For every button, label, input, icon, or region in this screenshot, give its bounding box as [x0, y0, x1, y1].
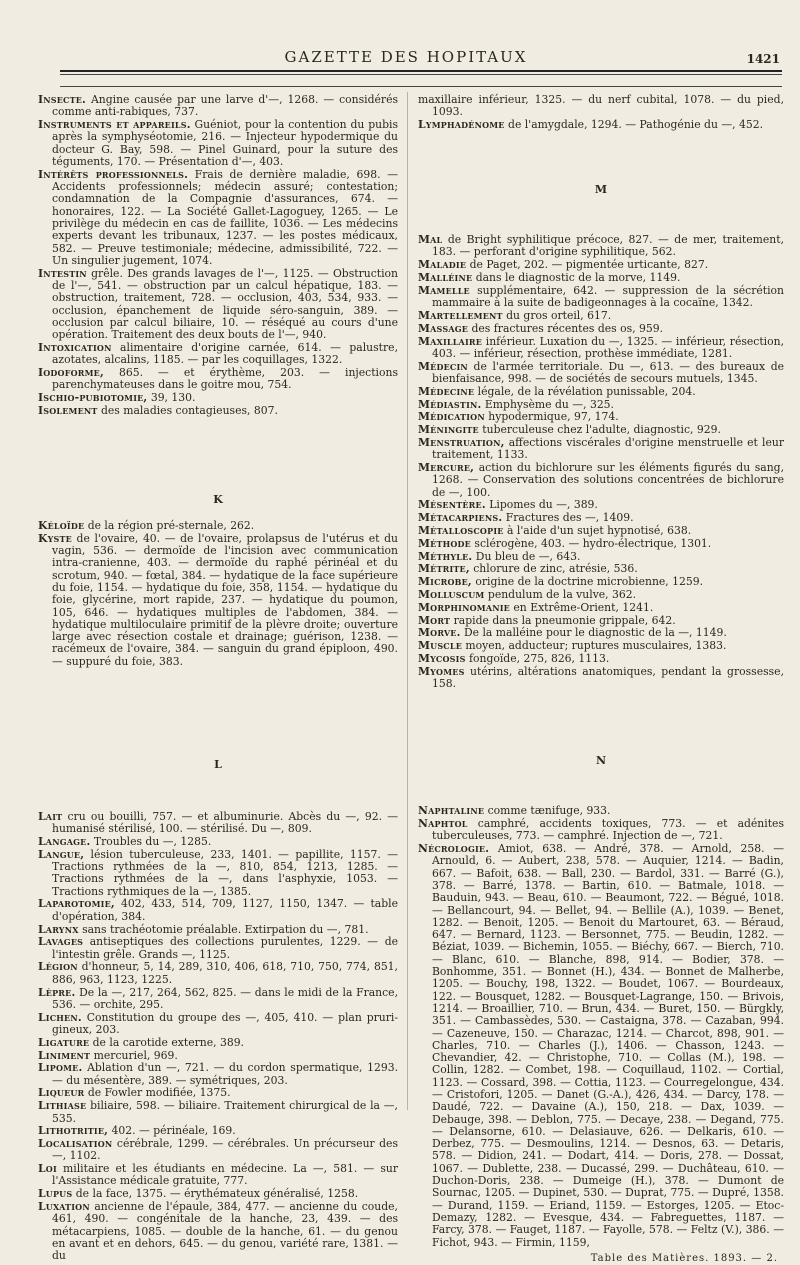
letter-heading-k: K — [213, 492, 223, 506]
index-entry — [38, 342, 398, 367]
index-entry — [38, 1100, 398, 1125]
index-entry — [38, 961, 398, 986]
index-entry — [418, 424, 784, 436]
entry-headword: Ischio-pubiotomie, — [38, 391, 148, 405]
index-entry — [418, 411, 784, 423]
index-entry — [38, 987, 398, 1012]
index-entry — [418, 615, 784, 627]
entry-headword: Lithotritie, — [38, 1124, 109, 1138]
entry-headword: Morphinomanie — [418, 600, 510, 614]
entry-text: Emphysème du —, 325. — [481, 397, 614, 411]
index-entry — [418, 437, 784, 462]
index-entry — [38, 1050, 398, 1062]
entry-text: grêle. Des grands lavages de l'—, 1125. — Obstruction de l'—, 541. — obstruction par un calcul hépatique, 183. — obstruction, traitement, 728. — occlusion, 403, 534, 933. — occlusion, épanchement de liquide séro-sanguin, 389. — occlusion par calcul biliaire, 10. — réséqué au cours d'une opération. Traitement des deux bouts de l'—, 940. — [52, 266, 398, 342]
entry-headword: Muscle — [418, 639, 462, 653]
entry-headword: Métrite, — [418, 562, 470, 576]
entry-headword: Luxation — [38, 1200, 90, 1214]
entry-headword: Ligature — [38, 1035, 90, 1049]
index-entry — [38, 392, 398, 404]
running-title: GAZETTE DES HOPITAUX — [284, 48, 528, 66]
index-entry — [418, 386, 784, 398]
section-k — [38, 520, 398, 668]
letter-heading-m: M — [594, 182, 608, 196]
entry-headword: Molluscum — [418, 588, 485, 601]
index-entry — [418, 361, 784, 386]
entry-headword: Médication — [418, 410, 485, 424]
index-entry — [38, 1188, 398, 1200]
entry-text: de l'armée territoriale. Du —, 613. — des bureaux de bienfaisance, 998. — de sociétés de secours mutuels, 1345. — [432, 359, 784, 385]
section-m — [418, 234, 784, 690]
index-entry — [38, 268, 398, 342]
entry-headword: Intestin — [38, 266, 87, 280]
entry-headword: Mort — [418, 613, 451, 627]
index-entry — [38, 898, 398, 923]
header-rule — [60, 74, 782, 75]
entry-text: de Paget, 202. — pigmentée urticante, 827. — [466, 258, 709, 272]
entry-text: 39, 130. — [147, 391, 196, 405]
entry-text: 865. — et érythème, 203. — injections parenchymateuses dans le goitre mou, 754. — [52, 366, 398, 392]
entry-headword: Lèpre. — [38, 985, 76, 999]
entry-headword: Isolement — [38, 403, 98, 417]
entry-text: ancienne de l'épaule, 384, 477. — ancienne du coude, 461, 490. — congénitale de la hanche, 23, 439. — des métacarpiens, 1085. — double de la hanche, 61. — du genou en avant et en dehors, 645. — du genou, variété rare, 1381. — du — [52, 1200, 398, 1263]
index-entry — [418, 805, 784, 817]
entry-headword: Méthode — [418, 536, 471, 550]
entry-headword: Lipome. — [38, 1061, 83, 1075]
footer-note: Table des Matières. 1893. — 2. — [590, 1252, 778, 1264]
index-entry — [38, 1163, 398, 1188]
entry-headword: Liniment — [38, 1048, 91, 1062]
column-divider — [407, 92, 408, 1110]
entry-text: De la malléine pour le diagnostic de la —, 1149. — [460, 626, 727, 640]
entry-headword: Larynx — [38, 922, 79, 936]
entry-text: Troubles du —, 1285. — [90, 834, 212, 848]
right-column — [418, 93, 784, 1264]
index-entry — [38, 849, 398, 898]
index-entry — [418, 563, 784, 575]
entry-headword: Mercure, — [418, 461, 475, 475]
entry-text: Lipomes du —, 389. — [485, 498, 598, 512]
entry-text: de Fowler modifiée, 1375. — [84, 1086, 231, 1100]
entry-headword: Médecin — [418, 359, 468, 373]
entry-text: du gros orteil, 617. — [502, 308, 612, 322]
index-entry — [38, 924, 398, 936]
letter-heading-n: N — [595, 753, 607, 767]
entry-text: militaire et les étudiants en médecine. La —, 581. — sur l'Assistance médicale gratuite, 777. — [52, 1162, 398, 1188]
index-entry — [38, 1138, 398, 1163]
entry-headword: Langage. — [38, 834, 91, 848]
entry-headword: Légion — [38, 960, 78, 974]
index-entry — [418, 462, 784, 499]
entry-text: sclérogène, 403. — hydro-électrique, 1301. — [470, 536, 712, 550]
entry-text: hypodermique, 97, 174. — [484, 410, 619, 424]
entry-headword: Maladie — [418, 258, 467, 272]
index-entry — [38, 367, 398, 392]
entry-headword: Métacarpiens. — [418, 511, 503, 525]
entry-headword: Iodoforme, — [38, 366, 104, 380]
index-entry — [38, 94, 398, 119]
entry-headword: Mamelle — [418, 283, 470, 297]
entry-headword: Liqueur — [38, 1086, 85, 1100]
entry-text: Guéniot, pour la contention du pubis après la symphyséotomie, 216. — Injecteur hypodermique du docteur G. Bay, 598. — Pinel Guinard, pour la suture des téguments, 170. — Présentation d'—, 403. — [52, 118, 398, 168]
entry-headword: Lavages — [38, 935, 84, 949]
entry-headword: Menstruation, — [418, 435, 505, 449]
index-entry — [418, 653, 784, 665]
entry-text: antiseptiques des collections purulentes, 1229. — de l'intestin grêle. Grands —, 1125. — [52, 935, 398, 961]
index-entry — [418, 119, 784, 131]
index-entry — [418, 525, 784, 537]
entry-text: de la face, 1375. — érythémateux généralisé, 1258. — [72, 1187, 359, 1201]
index-entry — [418, 640, 784, 652]
index-entry — [38, 520, 398, 532]
entry-headword: Métalloscopie — [418, 524, 504, 538]
entry-headword: Mal — [418, 233, 443, 247]
section-l — [38, 811, 398, 1263]
entry-headword: Langue, — [38, 847, 85, 861]
index-entry — [418, 94, 784, 119]
entry-text: supplémentaire, 642. — suppression de la sécrétion mammaire à la suite de badigeonnages à la cocaïne, 1342. — [432, 283, 784, 310]
index-entry — [418, 666, 784, 691]
entry-headword: Naphtaline — [418, 804, 485, 818]
entry-text: de Bright syphilitique précoce, 827. — de mer, traitement, 183. — perforant d'origine syphilitique, 562. — [432, 233, 784, 259]
entry-text: dans le diagnostic de la morve, 1149. — [472, 271, 681, 285]
index-entry — [418, 538, 784, 550]
entry-text: origine de la doctrine microbienne, 1259. — [471, 575, 704, 589]
entry-headword: Loi — [38, 1162, 57, 1176]
entry-headword: Naphtol — [418, 816, 468, 830]
entry-text: Ablation d'un —, 721. — du cordon spermatique, 1293. — du mésentère, 389. — symétriques, 203. — [52, 1061, 398, 1087]
entry-headword: Malléine — [418, 271, 473, 285]
index-entry — [418, 843, 784, 1249]
index-entry — [38, 1012, 398, 1037]
entry-text: de la carotide externe, 389. — [89, 1035, 244, 1049]
index-entry — [418, 627, 784, 639]
entry-headword: Instruments et appareils. — [38, 118, 191, 132]
index-entry — [418, 576, 784, 588]
entry-text: en Extrême-Orient, 1241. — [509, 600, 654, 614]
entry-headword: Méthyle. — [418, 549, 473, 563]
entry-headword: Lithiase — [38, 1099, 87, 1113]
entry-text: camphré, accidents toxiques, 773. — et adénites tuberculeuses, 773. — camphré. Injection de —, 721. — [432, 816, 784, 843]
entry-text: cérébrale, 1299. — cérébrales. Un précurseur des —, 1102. — [52, 1137, 398, 1163]
entry-text: fongoïde, 275, 826, 1113. — [465, 651, 610, 665]
entry-headword: Localisation — [38, 1137, 113, 1151]
index-entry — [418, 551, 784, 563]
index-entry — [418, 285, 784, 310]
entry-headword: Maxillaire — [418, 334, 483, 348]
entry-headword: Martellement — [418, 308, 503, 322]
entry-headword: Lymphadénome — [418, 118, 505, 132]
entry-text: sans trachéotomie préalable. Extirpation du —, 781. — [78, 922, 369, 936]
entry-headword: Intoxication — [38, 340, 112, 354]
entry-text: action du bichlorure sur les éléments figurés du sang, 1268. — Conservation des solutions concentrées de bichlorure de —, 100. — [432, 461, 784, 499]
running-header — [30, 48, 782, 70]
entry-text: Constitution du groupe des —, 405, 410. — plan pruri-gineux, 203. — [52, 1010, 398, 1036]
entry-text: des maladies contagieuses, 807. — [97, 403, 278, 417]
entry-text: des fractures récentes des os, 959. — [468, 321, 664, 335]
header-rule — [60, 86, 782, 87]
entry-text: 402. — périnéale, 169. — [108, 1124, 236, 1138]
index-entry — [38, 1062, 398, 1087]
index-entry — [38, 811, 398, 836]
entry-text: Frais de dernière maladie, 698. — Accidents professionnels; médecin assuré; contestation; condamnation de la Compagnie d'assurances, 674. — honoraires, 122. — La Société Gallet-Lagoguey, 1265. — Le privilège du médecin en cas de faillite, 1036. — Les médecins experts devant les tribunaux, 1237. — les postes médicaux, 582. — Preuve testimoniale; médecine, admissibilité, 722. — Un singulier jugement, 1074. — [52, 167, 398, 267]
entry-text: alimentaire d'origine carnée, 614. — palustre, azotates, alcalins, 1185. — par les coquillages, 1322. — [52, 340, 398, 367]
index-entry — [38, 533, 398, 668]
index-entry — [418, 272, 784, 284]
index-entry — [418, 399, 784, 411]
section-n — [418, 805, 784, 1249]
entry-text: pendulum de la vulve, 362. — [484, 588, 637, 601]
index-entry — [418, 336, 784, 361]
entry-headword: Morve. — [418, 626, 461, 640]
section-i — [38, 94, 398, 417]
index-entry — [418, 512, 784, 524]
index-entry — [38, 1087, 398, 1099]
entry-text: comme tænifuge, 933. — [484, 804, 611, 818]
entry-text: de l'amygdale, 1294. — Pathogénie du —, 452. — [504, 118, 764, 132]
entry-text: moyen, adducteur; ruptures musculaires, 1383. — [462, 639, 727, 653]
page-number: 1421 — [746, 52, 780, 66]
entry-text: Amiot, 638. — André, 378. — Arnold, 258. — Arnould, 6. — Aubert, 238, 578. — Auquier, 1214. — Badin, 667. — Bafoit, 638. — Ball, 230. — Bardol, 331. — Barré (G.), 378. — Barré, 1378. — Bartin, 610. — Batmale, 1018. — Bauduin, 943. — Beau, 610. — Beaumont, 722. — Bégué, 1018. — Bellancourt, 94. — Bellet, 94. — Bellile (A.), 1039. — Benet, 1282. — Benoit, 1205. — Benoit du Martouret, 63. — Béraud, 647. — Bernard, 1123. — Bersonnet, 775. — Beudin, 1282. — Béziat, 1039. — Bichemin, 1055. — Biéchy, 667. — Bierch, 710. — Blanc, 610. — Blanche, 898, 914. — Bodier, 378. — Bonhomme, 351. — Bonnet (H.), 434. — Bonnet de Malherbe, 1205. — Bouchy, 198, 1322. — Boudet, 1067. — Bourdeaux, 122. — Bousquet, 1282. — Bousquet-Lagrange, 150. — Brivois, 1214. — Broaillier, 710. — Brun, 434. — Buret, 150. — Bürgkly, 351. — Cambassèdes, 530. — Castaigna, 378. — Cazaban, 994. — Cazeneuve, 150. — Charazac, 1214. — Charcot, 898, 901. — Charles, 710. — Charles (J.), 1406. — Chasson, 1243. — Chevandier, 42. — Christophe, 710. — Collas (M.), 198. — Collin, 1282. — Combet, 198. — Coquillaud, 1102. — Cortial, 1123. — Cossard, 398. — Cottia, 1123. — Courregelongue, 434. — Cristofori, 1205. — Danet (G.-A.), 426, 434. — Darcy, 178. — Daudé, 722. — Davaine (A.), 150, 218. — Dax, 1039. — Debauge, 398. — Deblon, 775. — Decaye, 238. — Degand, 775. — Delansorne, 610. — Delasiauve, 626. — Delkaris, 610. — Derbez, 775. — Desmoulins, 1214. — Desnos, 63. — Detaris, 578. — Didion, 241. — Dodart, 414. — Doris, 278. — Dossat, 1067. — Dublette, 238. — Ducassé, 299. — Duchâteau, 610. — Duchon-Doris, 238. — Dumeige (H.), 378. — Dumont de Sournac, 1205. — Dupinet, 530. — Duprat, 775. — Dupré, 1358. — Durand, 1159. — Eriand, 1159. — Estorges, 1205. — Etoc-Demazy, 1282. — Evesque, 434. — Fabreguettes, 1187. — Farcy, 378. — Fauget, 1187. — Fayolle, 578. — Feltz (V.), 386. — Fichot, 943. — Firmin, 1159, — [432, 842, 784, 1249]
index-entry — [418, 602, 784, 614]
entry-headword: Médiastin. — [418, 397, 482, 411]
entry-text: lésion tuberculeuse, 233, 1401. — papillite, 1157. — Tractions rythmées de la —, 810, 854, 1213, 1285. — Tractions rythmées de la —, dans l'asphyxie, 1053. — Tractions rythmiques de la —, 1385. — [52, 847, 398, 898]
index-entry — [38, 1037, 398, 1049]
entry-headword: Médecine — [418, 384, 475, 398]
entry-headword: Massage — [418, 321, 469, 335]
entry-headword: Mésentère. — [418, 498, 486, 512]
entry-text: Fractures des —, 1409. — [502, 511, 634, 525]
entry-text: chlorure de zinc, atrésie, 536. — [469, 562, 638, 576]
entry-text: 402, 433, 514, 709, 1127, 1150, 1347. — table d'opération, 384. — [52, 897, 398, 923]
index-entry — [418, 499, 784, 511]
entry-headword: Lait — [38, 809, 63, 823]
index-entry — [38, 836, 398, 848]
entry-text: légale, de la révélation punissable, 204. — [474, 384, 696, 398]
index-entry — [418, 259, 784, 271]
index-entry — [418, 589, 784, 601]
entry-headword: Lupus — [38, 1187, 73, 1201]
entry-headword: Microbe, — [418, 575, 472, 589]
entry-headword: Myomes — [418, 664, 465, 678]
entry-headword: Intérêts professionnels. — [38, 167, 189, 181]
entry-text: tuberculeuse chez l'adulte, diagnostic, 929. — [478, 423, 721, 437]
entry-headword: Laparotomie, — [38, 897, 115, 911]
entry-headword: Nécrologie. — [418, 842, 490, 856]
index-entry — [38, 169, 398, 267]
entry-text: De la —, 217, 264, 562, 825. — dans le midi de la France, 536. — orchite, 295. — [52, 985, 398, 1011]
section-l-continued — [418, 94, 784, 131]
index-entry — [38, 119, 398, 168]
entry-text: de l'ovaire, 40. — de l'ovaire, prolapsus de l'utérus et du vagin, 536. — dermoïde de l'incision avec communication intra-cranienne, 403. — dermoïde du raphé périnéal et du scrotum, 940. — fœtal, 384. — hydatique de la face supérieure du foie, 1154. — hydatique du foie, 358, 1154. — hydatique du foie, glycérine, mort rapide, 237. — hydatique du poumon, 105, 646. — hydatiques multiples de l'abdomen, 384. — hydatique multiloculaire primitif de la plèvre droite; ouverture large avec résection costale et drainage; guérison, 1238. — racémeux de l'ovaire, 384. — sanguin du grand épiploon, 490. — suppuré du foie, 383. — [52, 531, 398, 668]
index-entry — [418, 234, 784, 259]
entry-headword: Insecte. — [38, 93, 87, 106]
entry-text: cru ou bouilli, 757. — et albuminurie. Abcès du —, 92. — humanisé stérilisé, 100. — stérilisé. Du —, 809. — [52, 809, 398, 836]
letter-heading-l: L — [214, 757, 222, 771]
entry-text: biliaire, 598. — biliaire. Traitement chirurgical de la —, 535. — [52, 1099, 398, 1125]
entry-headword: Kyste — [38, 531, 72, 545]
index-entry — [38, 405, 398, 417]
entry-headword: Méningite — [418, 423, 479, 437]
entry-headword: Kéloïde — [38, 519, 85, 533]
entry-text: de la région pré-sternale, 262. — [84, 519, 255, 533]
entry-headword: Lichen. — [38, 1010, 82, 1024]
index-entry — [418, 310, 784, 322]
entry-text: affections viscérales d'origine menstruelle et leur traitement, 1133. — [432, 435, 784, 462]
entry-headword: Mycosis — [418, 651, 466, 665]
entry-text: à l'aide d'un sujet hypnotisé, 638. — [503, 524, 692, 538]
entry-text: utérins, altérations anatomiques, pendant la grossesse, 158. — [432, 664, 784, 691]
entry-text: inférieur. Luxation du —, 1325. — inférieur, résection, 403. — inférieur, résection, prothèse immédiate, 1281. — [432, 334, 784, 360]
entry-text: Angine causée par une larve d'—, 1268. — considérés comme anti-rabiques, 737. — [52, 93, 398, 119]
index-entry — [418, 323, 784, 335]
index-entry — [418, 818, 784, 843]
left-column — [38, 93, 398, 1263]
entry-text: d'honneur, 5, 14, 289, 310, 406, 618, 710, 750, 774, 851, 886, 963, 1123, 1225. — [52, 960, 398, 986]
index-entry — [38, 1201, 398, 1262]
entry-text: Du bleu de —, 643. — [472, 549, 581, 563]
index-entry — [38, 1125, 398, 1137]
entry-text: mercuriel, 969. — [90, 1048, 178, 1062]
entry-text: maxillaire inférieur, 1325. — du nerf cubital, 1078. — du pied, 1093. — [418, 93, 784, 119]
entry-text: rapide dans la pneumonie grippale, 642. — [450, 613, 676, 627]
header-rule — [60, 70, 782, 72]
index-entry — [38, 936, 398, 961]
